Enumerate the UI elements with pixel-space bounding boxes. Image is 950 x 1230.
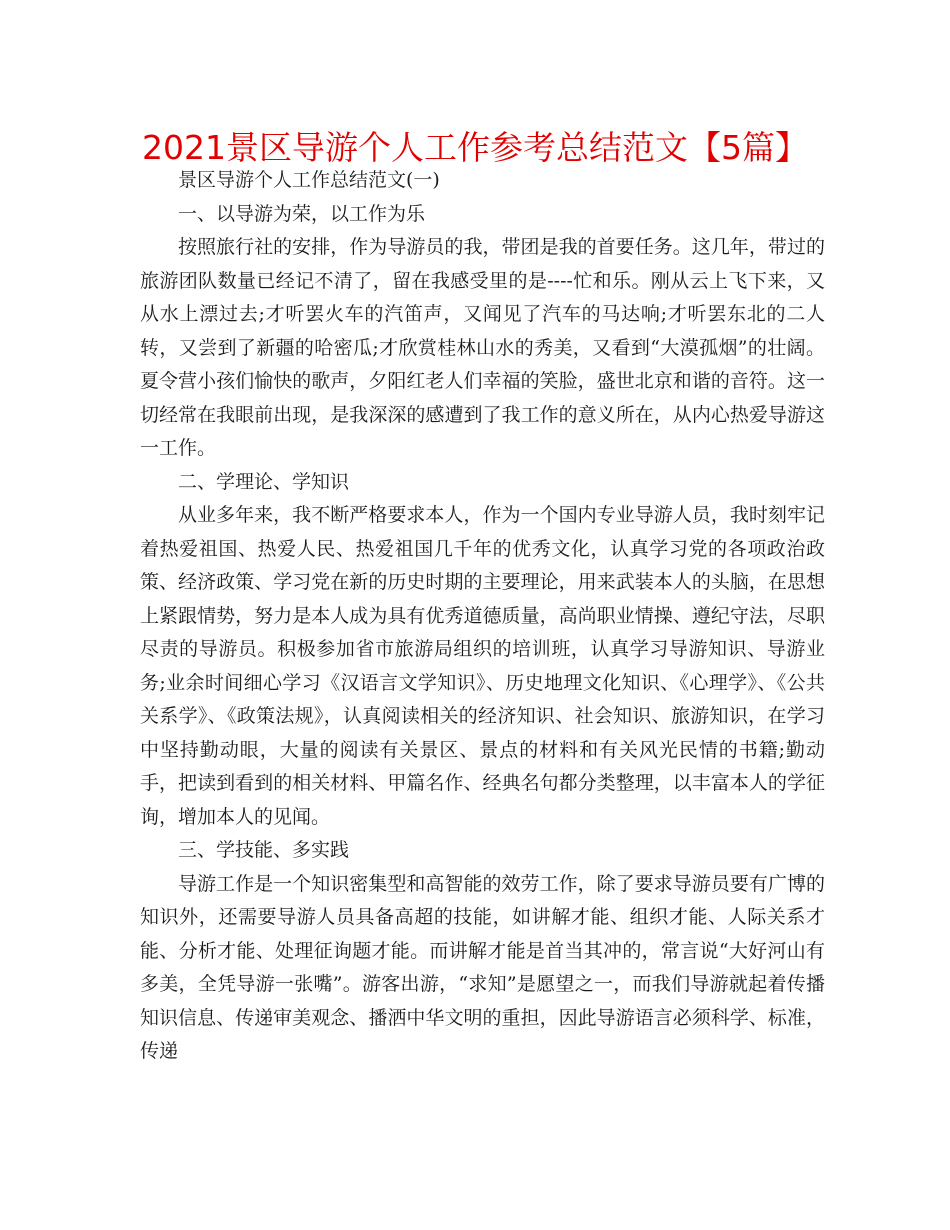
document-subtitle: 景区导游个人工作总结范文(一) [178, 169, 440, 191]
document-body [140, 164, 825, 1069]
section-paragraph-3: 导游工作是一个知识密集型和高智能的效劳工作，除了要求导游员要有广博的知识外，还需要导游人员具备高超的技能，如讲解才能、组织才能、人际关系才能、分析才能、处理征询题才能。而讲解才能是首当其冲的，常言说“大好河山有多美，全凭导游一张嘴”。游客出游，“求知”是愿望之一，而我们导游就起着传播知识信息、传递审美观念、播洒中华文明的重担，因此导游语言必须科学、标准，传递 [140, 872, 825, 1062]
section-paragraph-2: 从业多年来，我不断严格要求本人，作为一个国内专业导游人员，我时刻牢记着热爱祖国、热爱人民、热爱祖国几千年的优秀文化，认真学习党的各项政治政策、经济政策、学习党在新的历史时期的主要理论，用来武装本人的头脑，在思想上紧跟情势，努力是本人成为具有优秀道德质量，高尚职业情操、遵纪守法，尽职尽责的导游员。积极参加省市旅游局组织的培训班，认真学习导游知识、导游业务;业余时间细心学习《汉语言文学知识》、历史地理文化知识、《心理学》、《公共关系学》、《政策法规》，认真阅读相关的经济知识、社会知识、旅游知识，在学习中坚持勤动眼，大量的阅读有关景区、景点的材料和有关风光民情的书籍;勤动手，把读到看到的相关材料、甲篇名作、经典名句都分类整理，以丰富本人的学征询，增加本人的见闻。 [140, 504, 825, 828]
section-heading-2: 二、学理论、学知识 [178, 470, 350, 493]
section-paragraph-1: 按照旅行社的安排，作为导游员的我，带团是我的首要任务。这几年，带过的旅游团队数量已经记不清了，留在我感受里的是----忙和乐。刚从云上飞下来，又从水上漂过去;才听罢火车的汽笛声，又闻见了汽车的马达响;才听罢东北的二人转，又尝到了新疆的哈密瓜;才欣赏桂林山水的秀美，又看到“大漠孤烟”的壮阔。夏令营小孩们愉快的歌声，夕阳红老人们幸福的笑脸，盛世北京和谐的音符。这一切经常在我眼前出现，是我深深的感遭到了我工作的意义所在，从内心热爱导游这一工作。 [140, 236, 825, 459]
section-heading-3: 三、学技能、多实践 [178, 839, 350, 861]
document-title: 2021景区导游个人工作参考总结范文【5篇】 [142, 128, 808, 167]
section-heading-1: 一、以导游为荣，以工作为乐 [178, 202, 426, 225]
